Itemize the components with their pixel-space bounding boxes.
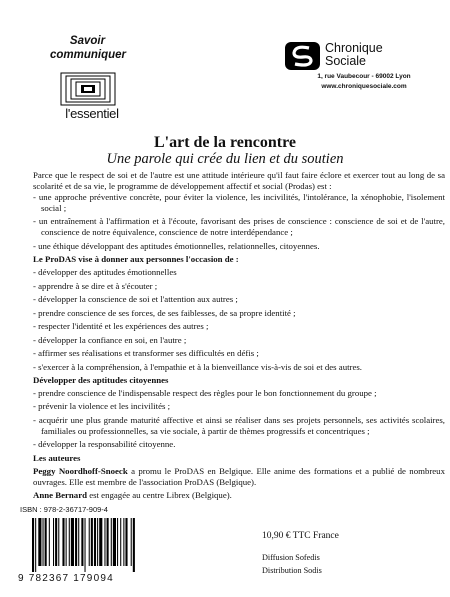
barcode-bar [58,518,59,566]
barcode-bar [125,518,127,566]
barcode-bar [91,518,93,566]
list-item: - développer la conscience de soi et l'attention aux autres ; [33,294,238,305]
list-item: - prévenir la violence et les incivilités ; [33,401,171,412]
section1-list [33,267,445,372]
barcode-bar [35,518,36,572]
publisher-name [325,42,383,68]
isbn: ISBN : 978-2-36717-909-4 [20,505,108,514]
author1-bio: a promu le ProDAS en Belgique. Elle anime des formations et a publié de nombreux ouvrages. Elle est membre de l'association ProDAS (Belgique). [33,465,445,487]
barcode-bar [117,518,118,566]
section1-heading: Le ProDAS vise à donner aux personnes l'occasion de : [33,254,239,265]
barcode-bar [111,518,112,566]
authors-heading: Les auteures [33,452,81,463]
intro-paragraph: Parce que le respect de soi et de l'autre est une attitude intérieure qu'il faut faire éclore et exercer tout au long de sa scolarité et de sa vie, le programme de développement affectif et social (Prodas) est : [33,170,445,191]
barcode-bar [85,518,86,572]
barcode-bar [123,518,124,566]
barcode-bar [131,518,132,566]
distribution: Distribution Sodis [262,566,322,575]
publisher-website: www.chroniquesociale.com [321,83,407,90]
list-item: - développer la responsabilité citoyenne. [33,439,176,450]
list-item: - apprendre à se dire et à s'écouter ; [33,280,158,291]
barcode-bar [120,518,121,566]
barcode-number: 9 782367 179094 [18,573,114,584]
barcode-bar [78,518,79,566]
list-item: - acquérir une plus grande maturité affective et ainsi se réaliser dans ses projets personnels, ses activités scolaires, familiales ou professionnelles, sa vie sociale, à partir de thèmes progressifs et concentriques ; [33,414,445,436]
author2-bio: est engagée au centre Librex (Belgique). [87,489,232,500]
barcode-bar [53,518,54,566]
series-name [50,34,125,62]
barcode-bar [107,518,109,566]
section2-heading: Développer des aptitudes citoyennes [33,375,169,386]
barcode-bar [32,518,34,572]
list-item: - un entraînement à l'affirmation et à l'écoute, favorisant des prises de conscience : conscience de soi et de l'autre, conscience de notre équivalence, conscience de notre interdépendance ; [33,216,445,238]
barcode-bar [71,518,74,566]
list-item: - affirmer ses réalisations et transformer ses difficultés en défis ; [33,348,259,359]
book-title: L'art de la rencontre [153,134,297,151]
publisher-name-line1: Chronique [325,41,383,55]
book-subtitle: Une parole qui crée du lien et du soutien [106,151,344,167]
barcode-bar [113,518,116,566]
publisher-name-line2: Sociale [325,54,366,68]
author2-name: Anne Bernard [33,489,88,500]
barcode [28,518,173,572]
series-line2: communiquer [50,49,127,61]
barcode-bar [49,518,50,566]
barcode-bar [43,518,44,566]
publisher-logo-icon [285,42,320,70]
intro-list [33,192,445,252]
author1-name: Peggy Noordhoff-Snoeck [33,465,128,476]
barcode-bar [104,518,105,566]
author1-paragraph [33,466,445,488]
list-item: - développer la confiance en soi, en l'autre ; [33,334,187,345]
publisher-address [284,72,444,92]
barcode-bar [55,518,57,566]
series-subtitle: l'essentiel [65,106,119,121]
list-item: - une éthique développant des aptitudes émotionnelles, relationnelles, citoyennes. [33,240,320,251]
barcode-bar [75,518,77,566]
author2-paragraph [33,490,445,501]
barcode-bar [62,518,64,566]
list-item: - développer des aptitudes émotionnelles [33,267,177,278]
section2-list [33,388,445,450]
series-line1: Savoir [69,35,106,47]
barcode-bar [89,518,90,566]
list-item: - s'exercer à la compréhension, à l'empathie et à la bienveillance vis-à-vis de soi et des autres. [33,361,363,372]
barcode-bar [45,518,47,566]
list-item: - respecter l'identité et les expériences des autres ; [33,321,209,332]
barcode-bar [94,518,96,566]
diffusion: Diffusion Sofedis [262,553,320,562]
barcode-bar [66,518,67,566]
barcode-bar [99,518,102,566]
barcode-bar [38,518,41,566]
barcode-bar [69,518,70,566]
list-item: - prendre conscience de l'indispensable respect des règles pour le bon fonctionnement du groupe ; [33,387,377,398]
series-logo-icon [60,72,116,106]
barcode-bar [81,518,83,566]
list-item: - prendre conscience de ses forces, de ses faiblesses, de sa propre identité ; [33,307,296,318]
publisher-street: 1, rue Vaubecour - 69002 Lyon [317,73,411,80]
price: 10,90 € TTC France [262,531,339,541]
barcode-bar [97,518,98,566]
barcode-bar [133,518,135,572]
back-cover-text [33,170,445,500]
list-item: - une approche préventive concrète, pour éviter la violence, les incivilités, l'intolérance, la xénophobie, l'isolement social ; [33,191,445,213]
